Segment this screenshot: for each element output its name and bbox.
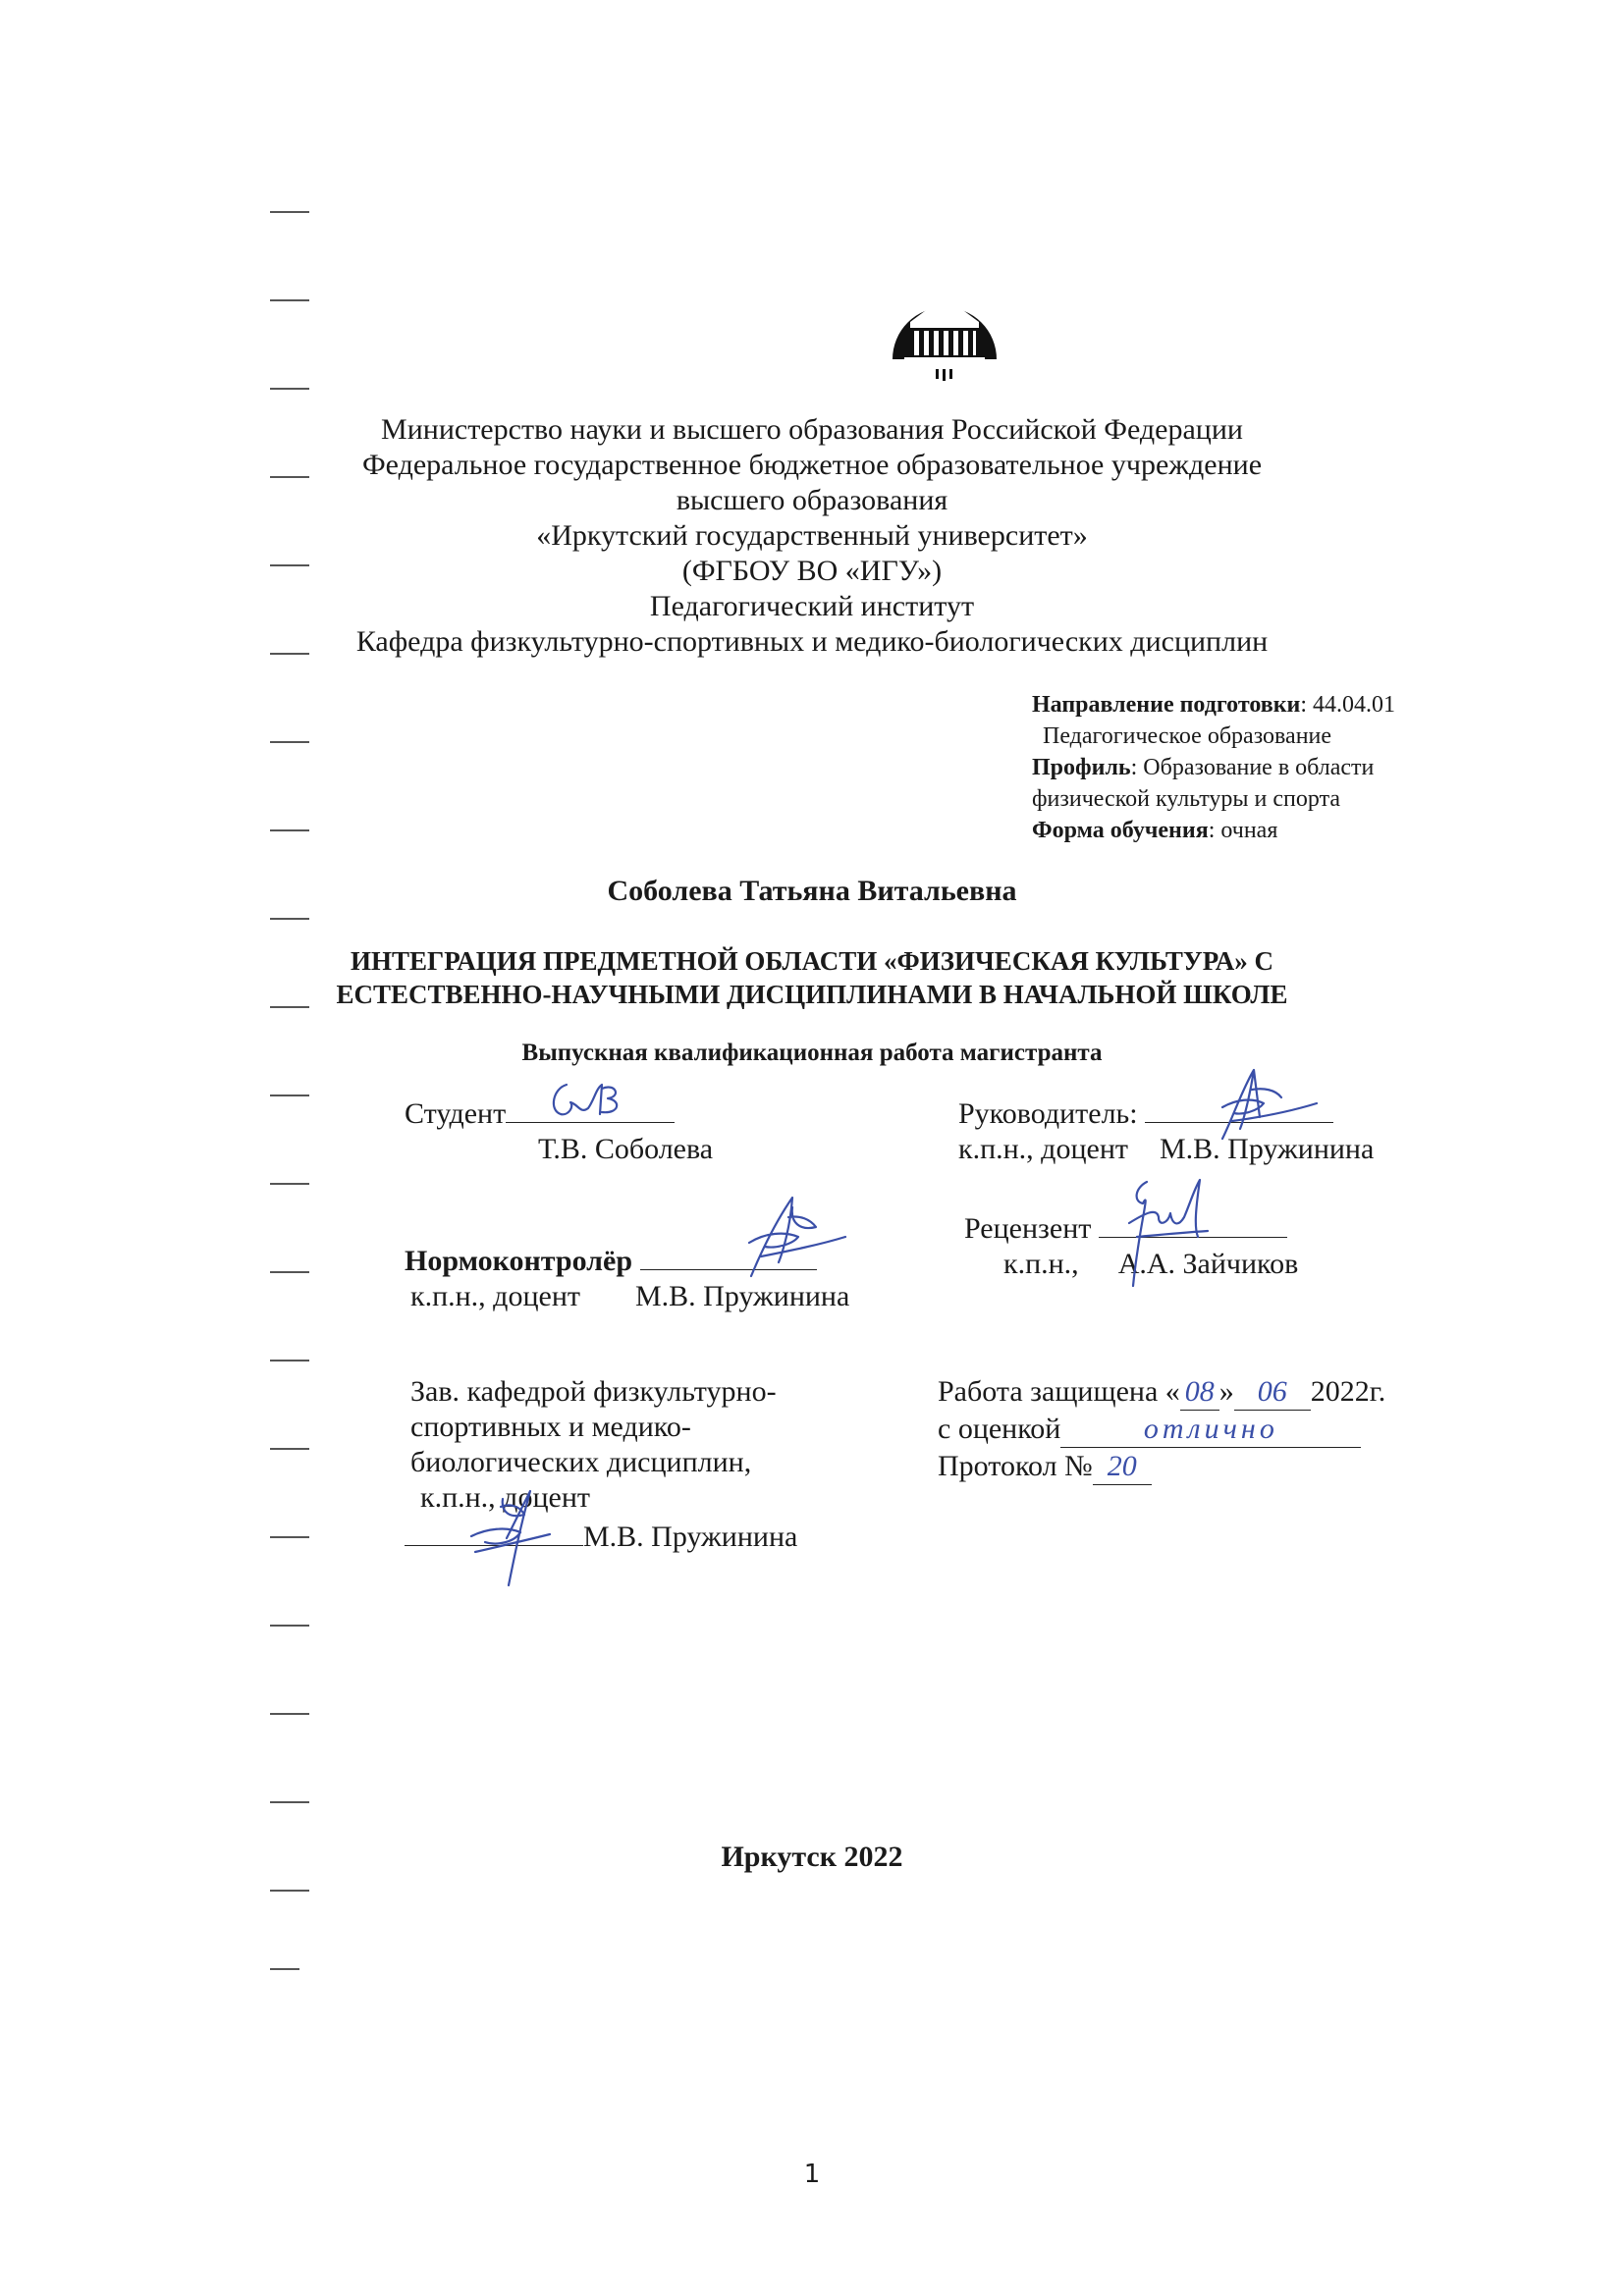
thesis-title-line2: ЕСТЕСТВЕННО-НАУЧНЫМИ ДИСЦИПЛИНАМИ В НАЧАЛЬНОЙ ШКОЛЕ [336, 980, 1288, 1009]
university-emblem-icon [887, 277, 1002, 387]
thesis-title-line1: ИНТЕГРАЦИЯ ПРЕДМЕТНОЙ ОБЛАСТИ «ФИЗИЧЕСКАЯ КУЛЬТУРА» С [351, 946, 1273, 976]
reviewer-label: Рецензент [964, 1212, 1092, 1245]
reviewer-signature [1110, 1168, 1227, 1296]
defense-mid: » [1218, 1375, 1234, 1408]
student-label: Студент [405, 1097, 507, 1130]
normcontroller-degree: к.п.н., доцент [410, 1280, 580, 1312]
reviewer-name: А.А. Зайчиков [1117, 1248, 1299, 1280]
direction-code: : 44.04.01 [1300, 692, 1396, 718]
head-line4: к.п.н., доцент [420, 1481, 590, 1514]
defense-prefix: Работа защищена « [938, 1375, 1180, 1408]
defense-year: 2022г. [1310, 1375, 1386, 1408]
ministry-line: Министерство науки и высшего образования Российской Федерации [381, 413, 1243, 446]
defense-month: 06 [1234, 1374, 1311, 1411]
normcontroller-label: Нормоконтролёр [405, 1245, 633, 1277]
form-value: : очная [1208, 818, 1278, 843]
thesis-title [0, 944, 1624, 1011]
city-year: Иркутск 2022 [721, 1841, 903, 1873]
profile-value-2: физической культуры и спорта [1032, 786, 1341, 812]
defense-grade-line [938, 1412, 1361, 1448]
head-line2: спортивных и медико- [410, 1411, 691, 1443]
defense-date-line [938, 1374, 1385, 1411]
form-label: Форма обучения [1032, 818, 1209, 843]
supervisor-degree: к.п.н., доцент [958, 1133, 1128, 1165]
header-block [0, 412, 1624, 660]
department-line: Кафедра физкультурно-спортивных и медико-биологических дисциплин [355, 625, 1269, 658]
direction-name: Педагогическое образование [1043, 723, 1332, 749]
work-type: Выпускная квалификационная работа магистранта [521, 1040, 1103, 1066]
grade-label: с оценкой [938, 1413, 1061, 1445]
reviewer-degree: к.п.н., [1003, 1248, 1079, 1280]
head-line3: биологических дисциплин, [410, 1446, 752, 1478]
page-number: 1 [803, 2160, 821, 2189]
student-name: Т.В. Соболева [538, 1133, 714, 1165]
protocol-label: Протокол № [938, 1450, 1093, 1482]
student-signature [545, 1075, 633, 1124]
institute-line: Педагогический институт [649, 590, 975, 622]
defense-protocol-line [938, 1449, 1152, 1485]
protocol-value: 20 [1093, 1449, 1152, 1485]
head-line1: Зав. кафедрой физкультурно- [410, 1375, 777, 1408]
defense-day: 08 [1180, 1374, 1219, 1411]
profile-label: Профиль [1032, 755, 1131, 780]
university-abbr-line: (ФГБОУ ВО «ИГУ») [681, 555, 943, 587]
student-block [405, 1095, 675, 1132]
university-name-line: «Иркутский государственный университет» [536, 519, 1088, 552]
head-signature [461, 1477, 560, 1595]
direction-label: Направление подготовки [1032, 692, 1301, 718]
institution-line: Федеральное государственное бюджетное образовательное учреждение [361, 449, 1263, 481]
education-level-line: высшего образования [676, 484, 948, 516]
study-meta-block [1032, 689, 1523, 846]
author-name: Соболева Татьяна Витальевна [607, 875, 1017, 907]
head-name: М.В. Пружинина [583, 1521, 798, 1553]
supervisor-label: Руководитель: [958, 1097, 1138, 1130]
normcontroller-signature [731, 1188, 849, 1286]
supervisor-signature [1193, 1060, 1321, 1148]
profile-value: : Образование в области [1130, 755, 1375, 780]
grade-value: отлично [1060, 1412, 1361, 1448]
supervisor-name: М.В. Пружинина [1159, 1133, 1375, 1165]
normcontroller-name: М.В. Пружинина [634, 1280, 850, 1312]
